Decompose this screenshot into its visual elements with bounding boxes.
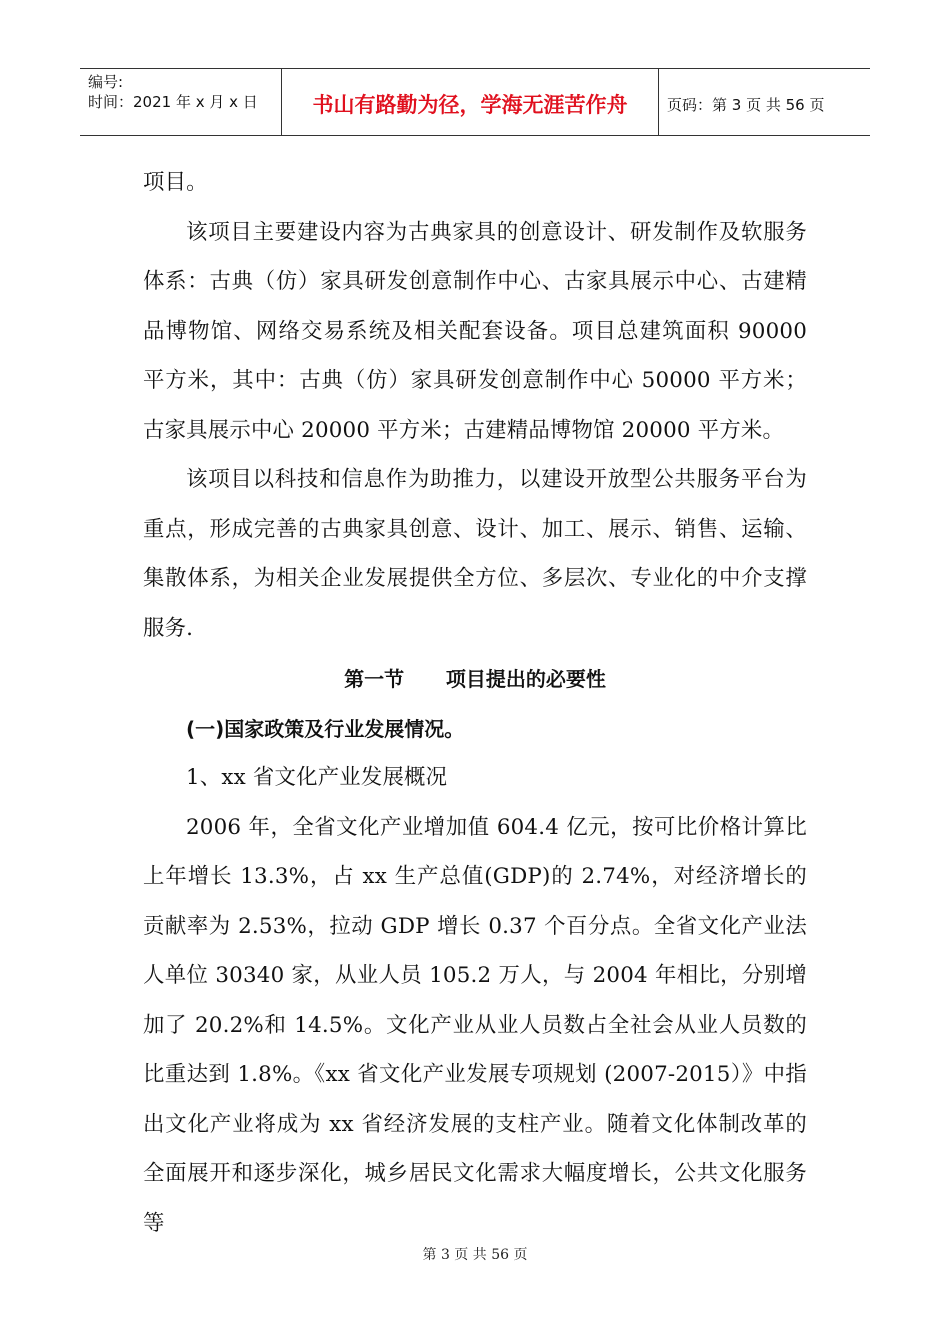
header-motto: 书山有路勤为径，学海无涯苦作舟 [282, 69, 659, 135]
item-heading: 1、xx 省文化产业发展概况 [186, 765, 448, 790]
paragraph: 该项目主要建设内容为古典家具的创意设计、研发制作及软服务体系：古典（仿）家具研发创意制作中心、古家具展示中心、古建精品博物馆、网络交易系统及相关配套设备。项目总建筑面积 90000 平方米，其中：古典（仿）家具研发创意制作中心 50000 平方米；古家具展示中心 20000 平方米；古建精品博物馆 20000 平方米。 [143, 219, 807, 443]
document-number-label: 编号: [88, 73, 124, 91]
document-date: 时间：2021 年 x 月 x 日 [88, 93, 258, 111]
page-footer: 第 3 页 共 56 页 [422, 1247, 528, 1263]
subsection-heading: (一)国家政策及行业发展情况。 [186, 717, 465, 741]
paragraph: 项目。 [143, 170, 208, 195]
section-heading: 第一节 项目提出的必要性 [344, 667, 606, 691]
header-meta [80, 69, 282, 135]
document-body [143, 158, 807, 1248]
header-page-info: 页码：第 3 页 共 56 页 [667, 95, 825, 114]
paragraph: 2006 年，全省文化产业增加值 604.4 亿元，按可比价格计算比上年增长 13.3%，占 xx 生产总值(GDP)的 2.74%，对经济增长的贡献率为 2.53%，拉动 GDP 增长 0.37 个百分点。全省文化产业法人单位 30340 家，从业人员 105.2 万人，与 2004 年相比，分别增加了 20.2%和 14.5%。文化产业从业人员数占全社会从业人员数的比重达到 1.8%。《xx 省文化产业发展专项规划 (2007-2015）》中指出文化产业将成为 xx 省经济发展的支柱产业。随着文化体制改革的全面展开和逐步深化，城乡居民文化需求大幅度增长，公共文化服务等 [143, 814, 807, 1236]
page-header [80, 68, 870, 136]
paragraph: 该项目以科技和信息作为助推力，以建设开放型公共服务平台为重点，形成完善的古典家具创意、设计、加工、展示、销售、运输、集散体系，为相关企业发展提供全方位、多层次、专业化的中介支撑服务. [143, 467, 807, 641]
